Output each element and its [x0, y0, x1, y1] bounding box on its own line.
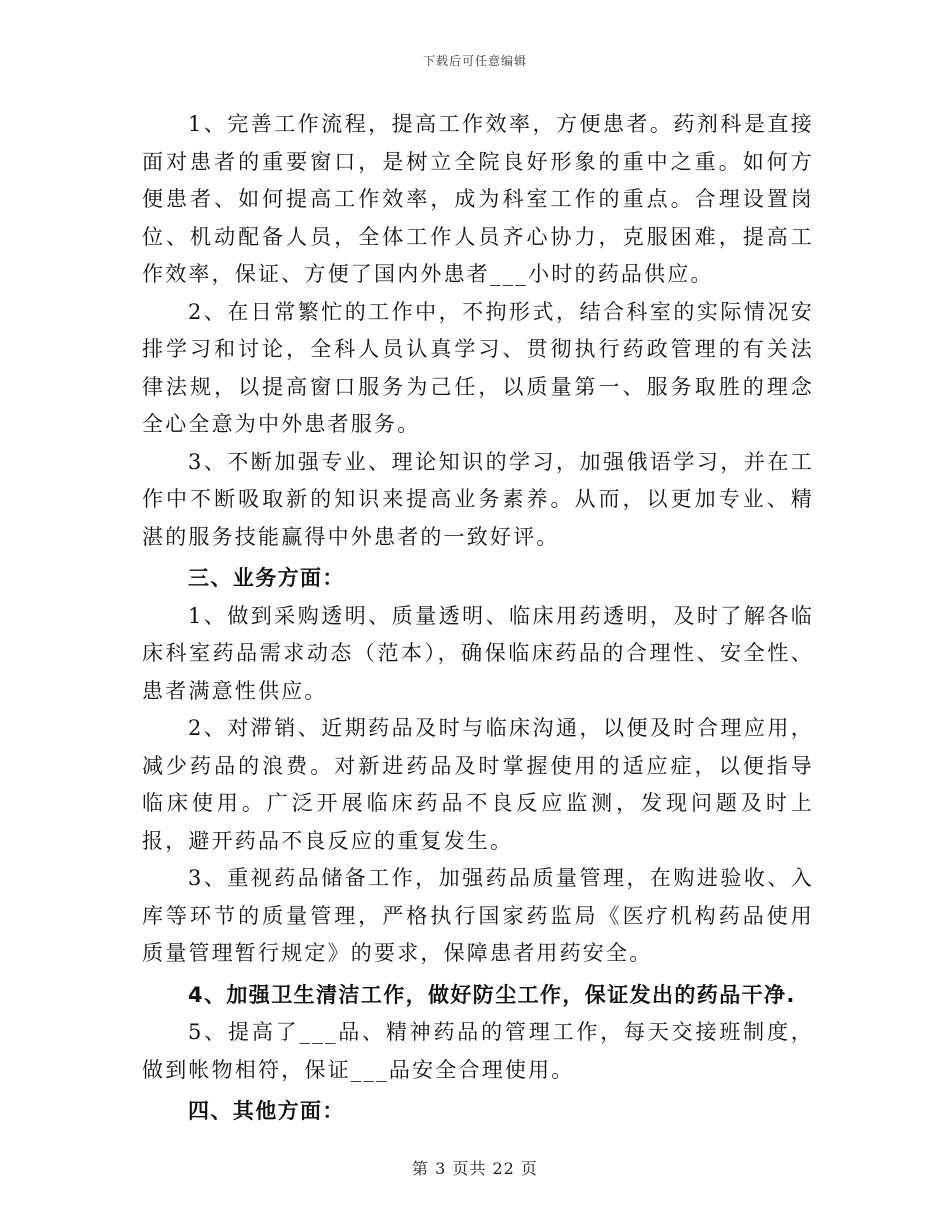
document-body [142, 106, 814, 1131]
section-heading-business: 三、业务方面： [188, 566, 345, 590]
page-footer: 第 3 页共 22 页 [412, 1159, 538, 1178]
paragraph-procurement: 1、做到采购透明、质量透明、临床用药透明，及时了解各临床科室药品需求动态（范本），确保临床药品的合理性、安全性、患者满意性供应。 [142, 603, 814, 703]
paragraph-hygiene: 4、加强卫生清洁工作，做好防尘工作，保证发出的药品干净. [188, 982, 796, 1007]
paragraph-study: 2、在日常繁忙的工作中，不拘形式，结合科室的实际情况安排学习和讨论，全科人员认真学习、贯彻执行药政管理的有关法律法规，以提高窗口服务为己任，以质量第一、服务取胜的理念全心全意为中外患者服务。 [142, 299, 814, 436]
paragraph-slow-moving-drugs: 2、对滞销、近期药品及时与临床沟通，以便及时合理应用，减少药品的浪费。对新进药品及时掌握使用的适应症，以便指导临床使用。广泛开展临床药品不良反应监测，发现问题及时上报，避开药品不良反应的重复发生。 [142, 716, 814, 853]
page-header: 下载后可任意编辑 [422, 54, 527, 68]
paragraph-storage: 3、重视药品储备工作，加强药品质量管理，在购进验收、入库等环节的质量管理，严格执行国家药监局《医疗机构药品使用质量管理暂行规定》的要求，保障患者用药安全。 [142, 866, 814, 965]
section-heading-other: 四、其他方面： [188, 1099, 345, 1123]
paragraph-special-drugs: 5、提高了___品、精神药品的管理工作，每天交接班制度，做到帐物相符，保证___品安全合理使用。 [142, 1020, 814, 1082]
paragraph-workflow: 1、完善工作流程，提高工作效率，方便患者。药剂科是直接面对患者的重要窗口，是树立全院良好形象的重中之重。如何方便患者、如何提高工作效率，成为科室工作的重点。合理设置岗位、机动配备人员，全体工作人员齐心协力，克服困难，提高工作效率，保证、方便了国内外患者___小时的药品供应。 [142, 112, 814, 286]
paragraph-knowledge: 3、不断加强专业、理论知识的学习，加强俄语学习，并在工作中不断吸取新的知识来提高业务素养。从而，以更加专业、精湛的服务技能赢得中外患者的一致好评。 [142, 449, 814, 549]
